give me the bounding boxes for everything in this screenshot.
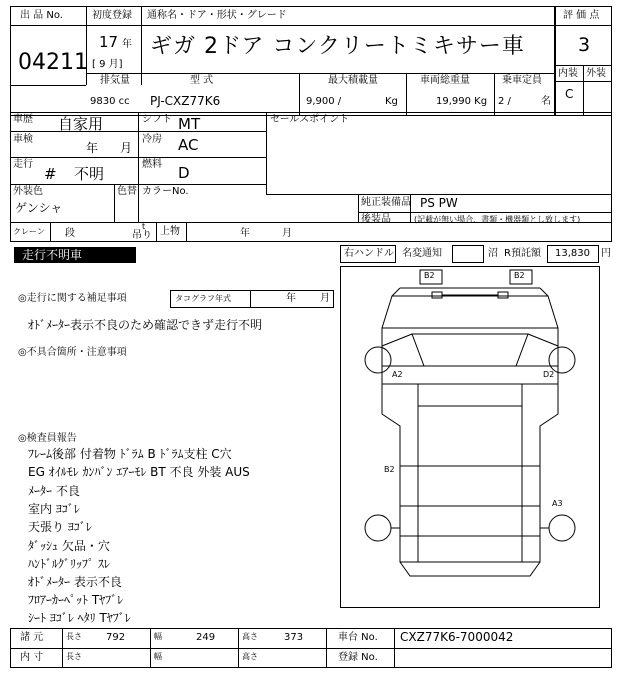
width-value: 249 (196, 632, 216, 643)
inspector-label: ◎検査員報告 (18, 433, 77, 444)
inspector-line: ﾊﾝﾄﾞﾙｸﾞﾘｯﾌﾟ ｽﾚ (28, 557, 110, 571)
equipment-value: PS PW (420, 196, 458, 210)
color-value: ゲンシャ (15, 201, 63, 215)
first-reg-year-unit: 年 (122, 39, 132, 50)
inspector-line: ﾀﾞｯｼｭ 欠品・穴 (28, 539, 110, 553)
history-value: 自家用 (58, 115, 104, 133)
mileage-value: 不明 (74, 165, 105, 183)
max-load-label: 最大積載量 (328, 75, 378, 86)
inspector-line: ｵﾄﾞﾒｰﾀｰ 表示不良 (28, 575, 122, 589)
fuel-label: 燃料 (142, 159, 162, 170)
gross-weight-label: 車両総重量 (420, 75, 470, 86)
rear-right-wheel (549, 515, 575, 541)
aftermarket-note: (記載が無い場合、書類・機器類とし致します) (414, 215, 581, 224)
right-door (540, 384, 558, 466)
mileage-prefix: # (44, 165, 57, 183)
mirror-right (498, 292, 508, 298)
model-label: 型 式 (190, 75, 214, 86)
height2-label: 高さ (242, 652, 258, 661)
chassis-label: 車台 No. (338, 632, 378, 643)
chassis-number: CXZ77K6-7000042 (400, 630, 514, 644)
lot-number: 04211 (18, 50, 88, 75)
damage-mark: D2 (543, 370, 555, 379)
mirror-left (432, 292, 442, 298)
inspector-line: ｼｰﾄ ﾖｺﾞﾚ ﾍﾀﾘ Tﾔﾌﾞﾚ (28, 611, 131, 625)
front-left-wheel (365, 347, 391, 373)
inspector-line: ﾌﾛｱｰｶｰﾍﾟｯﾄ Tﾔﾌﾞﾚ (28, 593, 124, 607)
crane-label: クレーン (13, 227, 45, 236)
fuel-value: D (178, 164, 190, 182)
vehicle-name: ギガ 2ドア コンクリートミキサー車 (150, 34, 525, 59)
interior-grade: C (565, 87, 574, 101)
name-change-box (452, 245, 484, 263)
defects-label: ◎不具合箇所・注意事項 (18, 347, 127, 358)
length2-label: 長さ (66, 652, 82, 661)
length-value: 792 (106, 632, 126, 643)
inspector-line: ﾒｰﾀｰ 不良 (28, 484, 80, 498)
tachograph-label: タコグラフ年式 (175, 294, 231, 303)
cab-body (382, 328, 558, 384)
damage-mark: A3 (552, 499, 563, 508)
dims-label: 諸 元 (20, 632, 44, 643)
length-label: 長さ (66, 632, 82, 641)
height-value: 373 (284, 632, 304, 643)
damage-mark: B2 (514, 271, 525, 280)
damage-mark: B2 (424, 271, 435, 280)
inspector-line: ﾌﾚｰﾑ後部 付着物 ﾄﾞﾗﾑ B ﾄﾞﾗﾑ支柱 C穴 (28, 447, 232, 461)
aircon-value: AC (178, 136, 199, 154)
mileage-label: 走行 (13, 159, 33, 170)
r-mileage-label: R預託額 (504, 248, 541, 259)
shift-label: シフト (142, 114, 172, 125)
equipment-label: 純正装備品 (361, 197, 411, 208)
upper-label: 上物 (160, 226, 180, 237)
first-reg-label: 初度登録 (92, 10, 132, 21)
color-code-label: 色替 (117, 186, 137, 197)
first-reg-year: 17 (99, 33, 119, 51)
steering-value: 右ハンドル (344, 248, 394, 259)
exterior-label: 外装 (586, 68, 606, 79)
inspection-label: 車検 (13, 134, 33, 145)
gross-weight-value: 19,990 Kg (436, 96, 488, 107)
cab-outline (382, 296, 558, 328)
damage-mark: B2 (384, 465, 395, 474)
inspector-line: 室内 ﾖｺﾞﾚ (28, 502, 80, 516)
inspector-line: EG ｵｲﾙﾓﾚ ｶﾝﾊﾞﾝ ｴｱｰﾓﾚ BT 不良 外装 AUS (28, 465, 250, 479)
interior-dims-label: 内 寸 (20, 652, 44, 663)
windshield (412, 334, 528, 366)
upper-year-unit: 年 (240, 228, 250, 239)
tachograph-year-unit: 年 (286, 293, 296, 304)
mileage-unknown-badge: 走行不明車 (14, 247, 136, 263)
rear-left-wheel (365, 515, 391, 541)
color-no-label: カラーNo. (142, 186, 189, 197)
damage-mark: A2 (392, 370, 403, 379)
mileage-note: ｵﾄﾞﾒｰﾀｰ表示不良のため確認できず走行不明 (28, 318, 263, 332)
height-label: 高さ (242, 632, 258, 641)
inspection-year-unit: 年 (86, 141, 99, 155)
lot-label: 出 品 No. (20, 10, 63, 21)
width-label: 幅 (154, 632, 162, 641)
crane-suspend-unit: 吊り (132, 230, 152, 241)
rear-bumper (400, 562, 540, 576)
width2-label: 幅 (154, 652, 162, 661)
name-change-label: 名変通知 (402, 248, 442, 259)
upper-month-unit: 月 (282, 228, 292, 239)
aircon-label: 冷房 (142, 134, 162, 145)
capacity-value: 2 / (498, 96, 511, 107)
registration-label: 登録 No. (338, 652, 378, 663)
inspector-line: 天張り ﾖｺﾞﾚ (28, 520, 92, 534)
max-load-unit: Kg (385, 96, 398, 107)
capacity-label: 乗車定員 (502, 75, 542, 86)
r-amount: 13,830 (555, 248, 590, 259)
history-label: 車歴 (13, 114, 33, 125)
score-label: 評 価 点 (563, 10, 600, 21)
left-door (382, 384, 400, 466)
crane-stage-unit: 段 (65, 228, 75, 239)
drum-body (400, 466, 540, 562)
capacity-unit: 名 (541, 96, 551, 107)
truck-diagram (340, 266, 600, 608)
r-unit: 円 (601, 248, 611, 259)
interior-label: 内装 (558, 68, 578, 79)
remarks-label: 沼 (488, 248, 498, 259)
first-reg-month: [ 9 月] (92, 59, 123, 70)
inspection-month-unit: 月 (120, 141, 133, 155)
score-value: 3 (578, 34, 591, 56)
vehicle-name-label: 通称名・ドア・形状・グレード (147, 10, 287, 21)
tachograph-month-unit: 月 (320, 293, 330, 304)
crane-ton-unit: t (142, 222, 146, 231)
displacement-value: 9830 cc (90, 96, 130, 107)
mileage-note-label: ◎走行に関する補足事項 (18, 293, 127, 304)
aftermarket-label: 後装品 (361, 214, 391, 225)
color-label: 外装色 (13, 186, 43, 197)
sales-point-label: セールスポイント (270, 114, 350, 125)
shift-value: MT (178, 115, 201, 133)
max-load-value: 9,900 / (306, 96, 342, 107)
displacement-label: 排気量 (100, 75, 130, 86)
model-value: PJ-CXZ77K6 (150, 94, 221, 108)
